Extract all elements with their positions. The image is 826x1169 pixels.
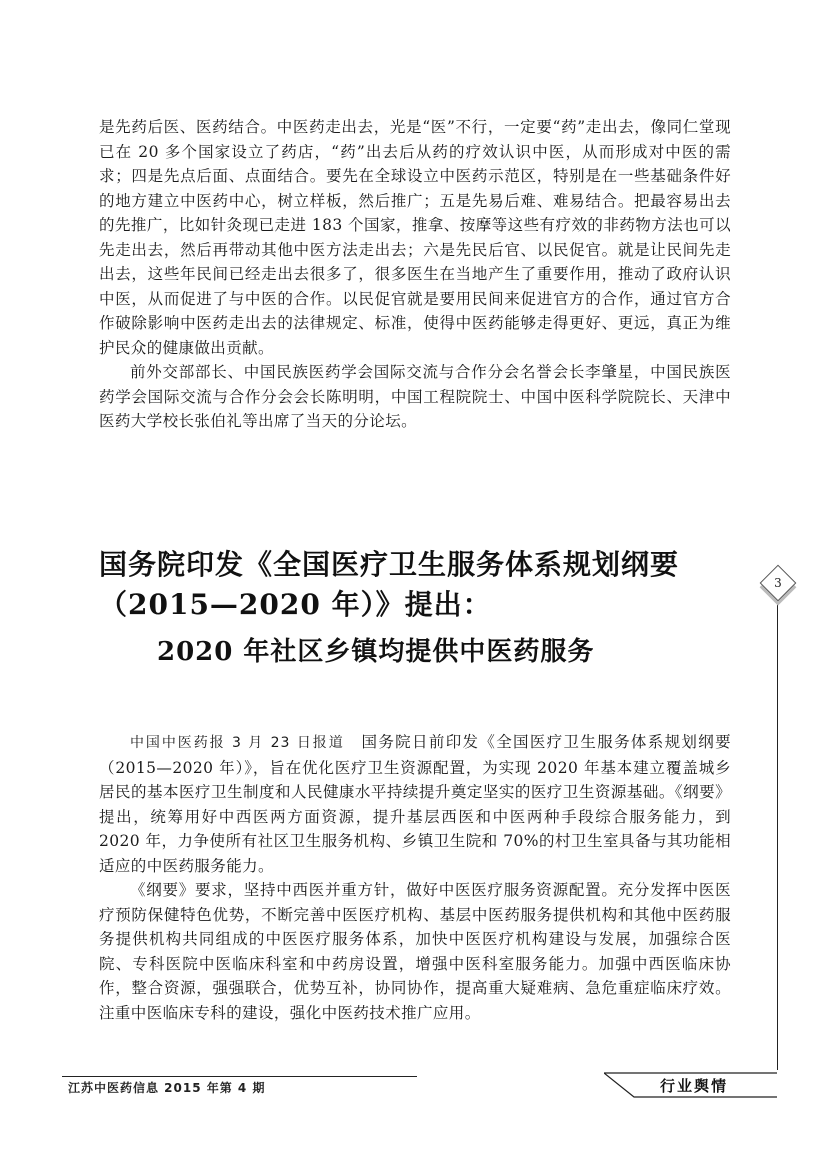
article-paragraph-1-text: 国务院日前印发《全国医疗卫生服务体系规划纲要（2015—2020 年）》，旨在优化医疗卫生资源配置，为实现 2020 年基本建立覆盖城乡居民的基本医疗卫生制度和人民健康水平持续提升奠定坚实的医疗卫生资源基础。《纲要》提出，统筹用好中西医两方面资源，提升基层西医和中医两种手段综合服务能力，到 2020 年，力争使所有社区卫生服务机构、乡镇卫生院和 70%的村卫生室具备与其功能相适应的中医药服务能力。 bbox=[99, 733, 731, 875]
article-paragraph-2: 《纲要》要求，坚持中西医并重方针，做好中医医疗服务资源配置。充分发挥中医医疗预防保健特色优势，不断完善中医医疗机构、基层中医药服务提供机构和其他中医药服务提供机构共同组成的中医医疗服务体系，加快中医医疗机构建设与发展，加强综合医院、专科医院中医临床科室和中药房设置，增强中医科室服务能力。加强中西医临床协作，整合资源，强强联合，优势互补，协同协作，提高重大疑难病、急危重症临床疗效。注重中医临床专科的建设，强化中医药技术推广应用。 bbox=[99, 881, 731, 1022]
headline-line-1: 国务院印发《全国医疗卫生服务体系规划纲要 bbox=[99, 548, 680, 581]
continued-paragraph: 是先药后医、医药结合。中医药走出去，光是“医”不行，一定要“药”走出去，像同仁堂现已在 20 多个国家设立了药店，“药”出去后从药的疗效认识中医，从而形成对中医的需求；四是先点后面、点面结合。要先在全球设立中医药示范区，特别是在一些基础条件好的地方建立中医药中心，树立样板，然后推广；五是先易后难、难易结合。把最容易出去的先推广，比如针灸现已走进 183 个国家，推拿、按摩等这些有疗效的非药物方法也可以先走出去，然后再带动其他中医方法走出去；六是先民后官、以民促官。就是让民间先走出去，这些年民间已经走出去很多了，很多医生在当地产生了重要作用，推动了政府认识中医，从而促进了与中医的合作。以民促官就是要用民间来促进官方的合作，通过官方合作破除影响中医药走出去的法律规定、标准，使得中医药能够走得更好、更远，真正为维护民众的健康做出贡献。 bbox=[99, 118, 731, 357]
article-body bbox=[99, 730, 731, 1025]
headline-line-2: （2015—2020 年）》提出： bbox=[99, 588, 492, 621]
dateline: 中国中医药报 3 月 23 日报道 bbox=[130, 735, 345, 751]
continued-article bbox=[99, 115, 731, 434]
right-margin-rule bbox=[777, 600, 778, 1070]
attendees-paragraph: 前外交部部长、中国民族医药学会国际交流与合作分会名誉会长李肇星，中国民族医药学会国际交流与合作分会会长陈明明，中国工程院院士、中国中医科学院院长、天津中医药大学校长张伯礼等出席了当天的分论坛。 bbox=[99, 363, 731, 430]
footer-rule bbox=[62, 1076, 417, 1077]
article-paragraph-1 bbox=[99, 730, 731, 878]
page-number: 3 bbox=[774, 576, 782, 590]
journal-issue: 江苏中医药信息 2015 年第 4 期 bbox=[68, 1081, 266, 1095]
article-headline bbox=[99, 545, 749, 671]
section-label: 行业舆情 bbox=[660, 1077, 729, 1095]
headline-subtitle: 2020 年社区乡镇均提供中医药服务 bbox=[157, 637, 595, 667]
